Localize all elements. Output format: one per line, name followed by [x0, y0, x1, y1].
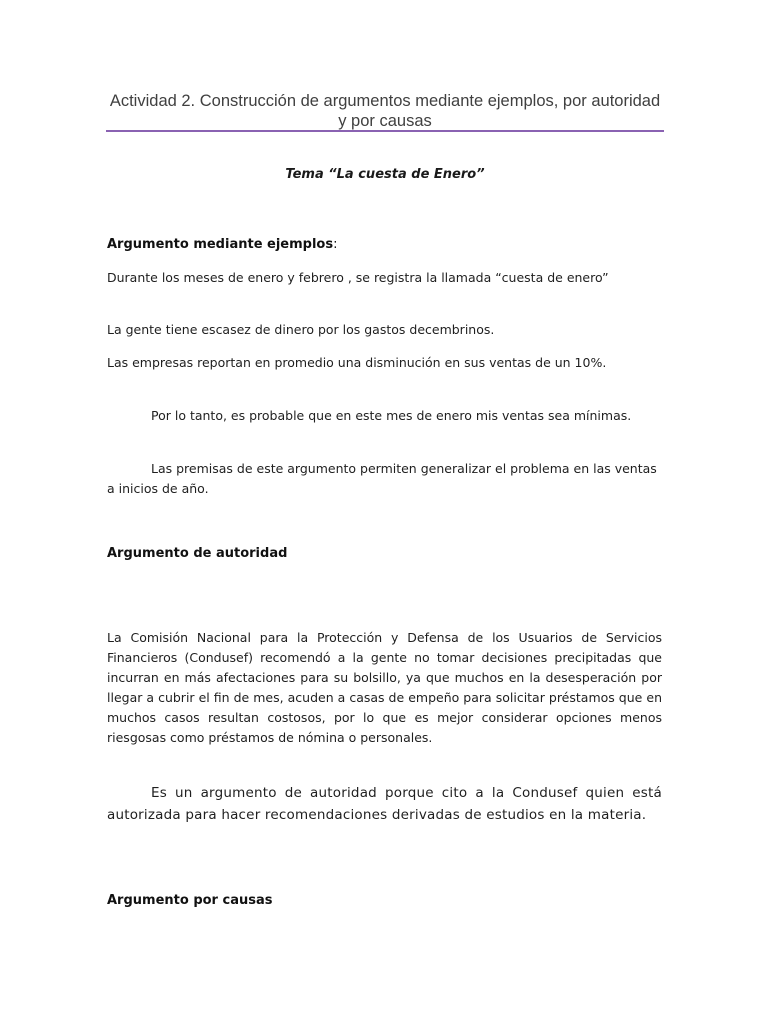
section-heading-ejemplos-text: Argumento mediante ejemplos	[107, 237, 334, 252]
title-underline-rule	[106, 130, 664, 132]
paragraph-conclusion-ventas: Por lo tanto, es probable que en este mes de enero mis ventas sea mínimas.	[151, 408, 632, 423]
section-heading-colon: :	[333, 237, 338, 252]
document-title: Actividad 2. Construcción de argumentos mediante ejemplos, por autoridad y por causas	[109, 92, 661, 130]
paragraph-condusef-recomendacion: La Comisión Nacional para la Protección y Defensa de los Usuarios de Servicios Financieros (Condusef) recomendó a la gente no tomar decisiones precipitadas que incurran en más afectaciones para su bolsillo, ya que muchos en la desesperación por llegar a cubrir el fin de mes, acuden a casas de empeño para solicitar préstamos que en muchos casos resultan costosos, por lo que es mejor considerar opciones menos riesgosas como préstamos de nómina o personales.	[107, 630, 662, 745]
paragraph-cuesta-enero: Durante los meses de enero y febrero , se registra la llamada “cuesta de enero”	[107, 270, 609, 285]
paragraph-disminucion-ventas: Las empresas reportan en promedio una disminución en sus ventas de un 10%.	[107, 355, 607, 370]
section-heading-ejemplos	[107, 236, 338, 254]
topic-heading: Tema “La cuesta de Enero”	[285, 167, 485, 182]
paragraph-escasez-dinero: La gente tiene escasez de dinero por los gastos decembrinos.	[107, 322, 495, 337]
section-heading-causas: Argumento por causas	[107, 893, 273, 908]
paragraph-premisas: Las premisas de este argumento permiten generalizar el problema en las ventas a inicios de año.	[107, 461, 657, 496]
paragraph-explicacion-autoridad: Es un argumento de autoridad porque cito a la Condusef quien está autorizada para hacer recomendaciones derivadas de estudios en la materia.	[107, 785, 662, 823]
section-heading-autoridad: Argumento de autoridad	[107, 546, 288, 561]
